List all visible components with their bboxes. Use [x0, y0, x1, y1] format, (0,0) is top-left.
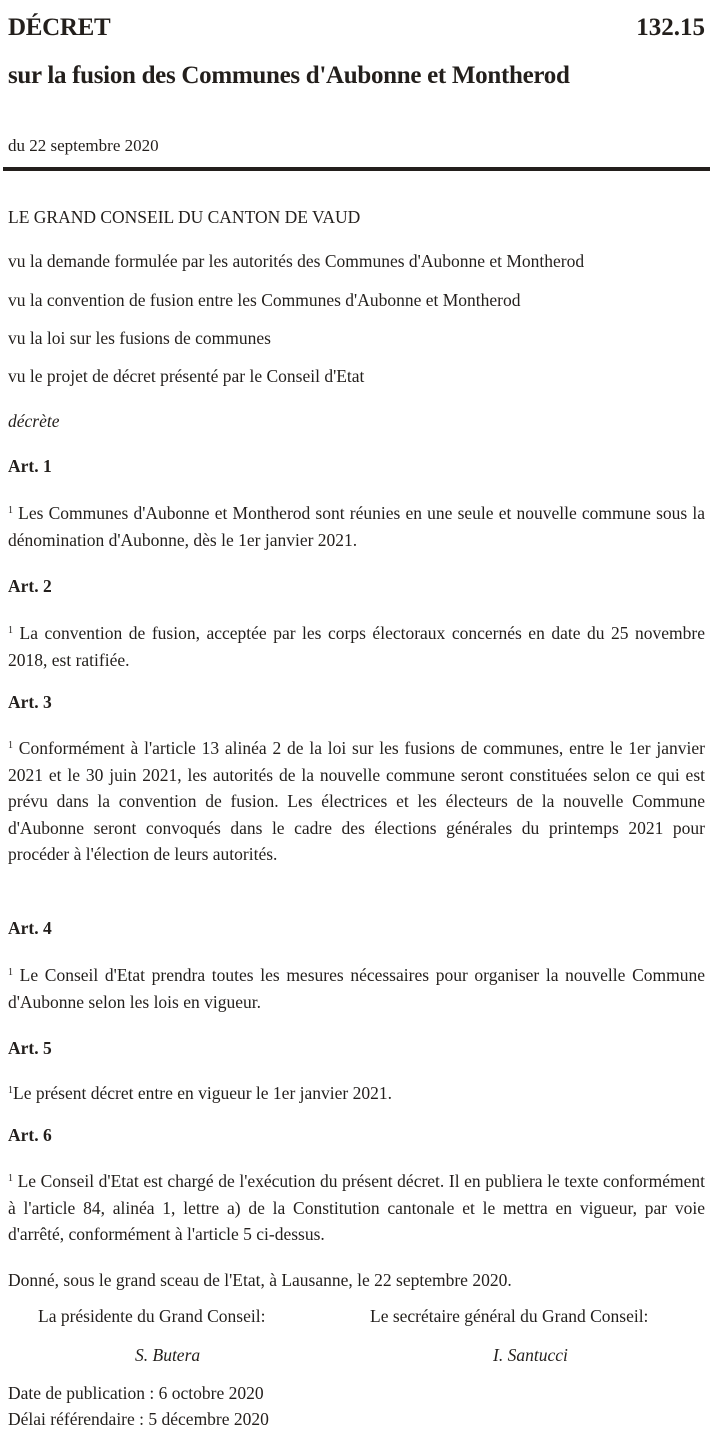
article-text: [8, 962, 705, 1015]
document-date: du 22 septembre 2020: [8, 136, 159, 155]
article-title: Art. 5: [8, 1038, 52, 1058]
article-body: Conformément à l'article 13 alinéa 2 de la loi sur les fusions de communes, entre le 1er janvier 2021 et le 30 juin 2021, les autorités de la nouvelle commune seront constituées selon ce qui est prévu dans la convention de fusion. Les électrices et les électeurs de la nouvelle Commune d'Aubonne seront convoqués dans le cadre des élections générales du printemps 2021 pour procéder à l'élection de leurs autorités.: [8, 738, 705, 864]
article-body: Le Conseil d'Etat prendra toutes les mesures nécessaires pour organiser la nouvelle Commune d'Aubonne selon les lois en vigueur.: [8, 965, 706, 1012]
publication-date: Date de publication : 6 octobre 2020: [8, 1383, 264, 1403]
document-number: 132.15: [636, 14, 705, 41]
signatory-role: Le secrétaire général du Grand Conseil:: [370, 1306, 649, 1326]
signatory-name: S. Butera: [135, 1345, 201, 1365]
article-title: Art. 6: [8, 1125, 52, 1145]
alinea-number: 1: [8, 740, 13, 751]
consideration: vu le projet de décret présenté par le Conseil d'Etat: [8, 366, 365, 386]
article-body: Le Conseil d'Etat est chargé de l'exécution du présent décret. Il en publiera le texte conformément à l'article 84, alinéa 1, lettre a) de la Constitution cantonale et le mettra en vigueur, par voie d'arrêté, conformément à l'article 5 ci-dessus.: [8, 1171, 705, 1244]
referendum-deadline: Délai référendaire : 5 décembre 2020: [8, 1409, 269, 1429]
alinea-number: 1: [8, 1085, 13, 1096]
document-subtitle: sur la fusion des Communes d'Aubonne et Montherod: [8, 62, 570, 89]
alinea-number: 1: [8, 967, 13, 978]
alinea-number: 1: [8, 625, 13, 636]
article-body: Le présent décret entre en vigueur le 1er janvier 2021.: [13, 1083, 392, 1103]
article-body: Les Communes d'Aubonne et Montherod sont réunies en une seule et nouvelle commune sous la dénomination d'Aubonne, dès le 1er janvier 2021.: [8, 503, 706, 550]
issuing-authority: LE GRAND CONSEIL DU CANTON DE VAUD: [8, 207, 361, 227]
article-title: Art. 2: [8, 576, 52, 596]
consideration: vu la loi sur les fusions de communes: [8, 328, 271, 348]
article-body: La convention de fusion, acceptée par les corps électoraux concernés en date du 25 novembre 2018, est ratifiée.: [8, 623, 706, 670]
signatory-name: I. Santucci: [493, 1345, 568, 1365]
document-header: [8, 14, 705, 54]
article-text: [8, 620, 705, 673]
article-title: Art. 1: [8, 456, 52, 476]
consideration: vu la convention de fusion entre les Communes d'Aubonne et Montherod: [8, 290, 521, 310]
alinea-number: 1: [8, 1173, 13, 1184]
decrees-label: décrète: [8, 411, 60, 431]
article-text: [8, 500, 705, 553]
article-text: [8, 1168, 705, 1248]
signatory-role: La présidente du Grand Conseil:: [38, 1306, 266, 1326]
header-divider: [3, 167, 710, 171]
document-type: DÉCRET: [8, 14, 111, 41]
article-text: [8, 735, 705, 868]
given-at: Donné, sous le grand sceau de l'Etat, à Lausanne, le 22 septembre 2020.: [8, 1270, 512, 1290]
alinea-number: 1: [8, 505, 13, 516]
consideration: vu la demande formulée par les autorités des Communes d'Aubonne et Montherod: [8, 251, 585, 271]
article-title: Art. 3: [8, 692, 52, 712]
article-text: [8, 1080, 705, 1107]
article-title: Art. 4: [8, 918, 52, 938]
